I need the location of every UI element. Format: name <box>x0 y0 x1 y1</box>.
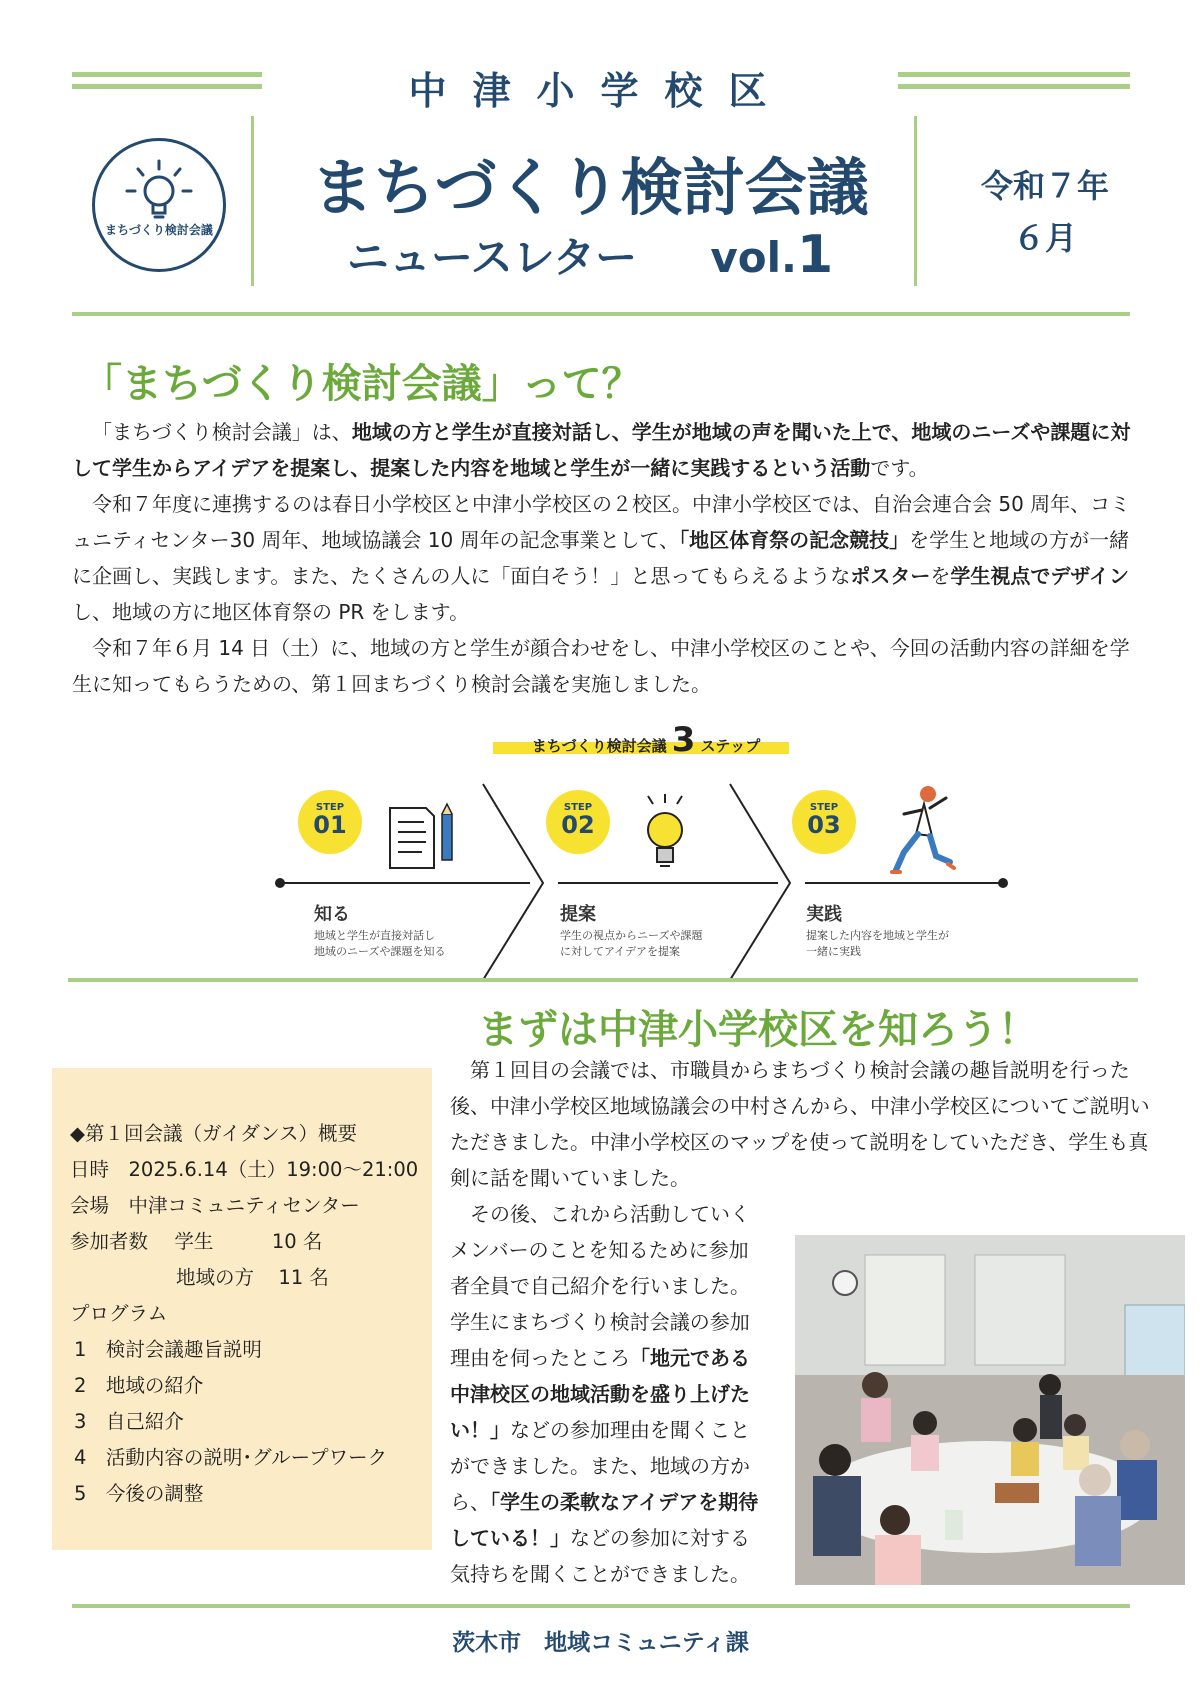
step-03-description <box>806 928 949 960</box>
steps-banner-number: 3 <box>671 720 696 760</box>
step-03-name: 実践 <box>806 904 842 925</box>
section-divider <box>68 978 1138 982</box>
program-item-2: 2 地域の紹介 <box>74 1374 204 1397</box>
program-item-4: 4 活動内容の説明･グループワーク <box>74 1446 388 1469</box>
newsletter-subtitle <box>250 225 930 285</box>
section1-paragraph1 <box>72 414 1140 486</box>
section1-p2-text-c: を学生と地域の方が一緒に企画し、実践します。また、たくさんの人に「面白そう！」と思ってもらえるような <box>72 528 1130 588</box>
step-01-desc-line1: 地域と学生が直接対話し <box>314 929 435 942</box>
issue-date <box>940 160 1150 264</box>
program-item-1: 1 検討会議趣旨説明 <box>74 1338 262 1361</box>
subtitle-label: ニュースレター <box>346 233 638 282</box>
footer-organization: 茨木市 地域コミュニティ課 <box>452 1630 749 1656</box>
step-01-badge <box>298 790 362 854</box>
section1-paragraph2 <box>72 486 1140 630</box>
running-person-icon <box>890 784 956 880</box>
students-label: 学生 <box>174 1230 214 1253</box>
section1-p2-text-g: し、地域の方に地区体育祭の PR をします。 <box>72 600 470 624</box>
section1-p2-text-a: 令和７年度に連携するのは春日小学校区と中津小学校区の２校区。中津小学校区では、自治会連合会 50 周年、コミュニティセンター30 周年、地域協議会 10 周年の記念事業として、 <box>72 492 1131 552</box>
step-01-label: STEP <box>315 802 345 813</box>
document-pencil-icon <box>386 802 458 872</box>
step-03-badge <box>792 790 856 854</box>
summary-heading: ◆第１回会議（ガイダンス）概要 <box>70 1122 358 1145</box>
summary-date: 日時 2025.6.14（土）19:00～21:00 <box>70 1158 419 1181</box>
section2-p2-text-c: などの参加理由を聞くことができました。また、地域の方から、 <box>450 1418 750 1514</box>
steps-banner-text-a: まちづくり検討会議 <box>531 737 667 755</box>
footer-rule <box>72 1604 1130 1608</box>
step-01-desc-line2: 地域のニーズや課題を知る <box>314 945 446 958</box>
step-02-badge <box>546 790 610 854</box>
step-02-desc-line2: に対してアイデアを提案 <box>560 945 681 958</box>
summary-attendees-students <box>70 1226 322 1254</box>
section1-p2-emphasis-f: 学生視点でデザイン <box>950 564 1130 588</box>
meeting-photo-illustration <box>795 1235 1185 1585</box>
step-02-number: 02 <box>561 811 595 839</box>
section2-title: まずは中津小学校区を知ろう！ <box>478 1007 1038 1053</box>
locals-count: 11 名 <box>278 1266 329 1289</box>
step-02-label: STEP <box>563 802 593 813</box>
lightbulb-icon <box>640 794 690 874</box>
program-label: プログラム <box>70 1302 168 1325</box>
step-03-desc-line2: 一緒に実践 <box>806 945 861 958</box>
steps-infographic <box>268 712 1008 980</box>
step-02-desc-line1: 学生の視点からニーズや課題 <box>560 929 703 942</box>
header-bottom-rule <box>72 312 1130 316</box>
vol-prefix: vol. <box>710 233 797 282</box>
program-item-5: 5 今後の調整 <box>74 1482 204 1505</box>
lightbulb-logo-icon <box>95 141 223 269</box>
attendees-label: 参加者数 <box>70 1230 149 1253</box>
meeting-photo <box>795 1235 1185 1585</box>
section2-paragraph2 <box>450 1196 768 1592</box>
step-02-name: 提案 <box>560 904 596 925</box>
logo <box>92 138 226 272</box>
section2-paragraph1: 第１回目の会議では、市職員からまちづくり検討会議の趣旨説明を行った後、中津小学校区地域協議会の中村さんから、中津小学校区についてご説明いただきました。中津小学校区のマップを使って説明をしていただき、学生も真剣に話を聞いていました。 <box>450 1058 1150 1190</box>
section1-p1-text-c: です。 <box>870 456 929 480</box>
issue-date-year: 令和７年 <box>980 167 1109 205</box>
locals-label: 地域の方 <box>176 1266 255 1289</box>
step-01-name: 知る <box>314 904 350 925</box>
section1-p1-text-a: 「まちづくり検討会議」は、 <box>92 420 352 444</box>
district-name: 中津小学校区 <box>408 69 793 113</box>
newsletter-title: まちづくり検討会議 <box>311 151 869 224</box>
section1-p1-emphasis: 地域の方と学生が直接対話し、学生が地域の声を聞いた上で、地域のニーズや課題に対して学生からアイデアを提案し、提案した内容を地域と学生が一緒に実践するという活動 <box>72 420 1131 480</box>
section1-p2-emphasis-d: ポスター <box>850 564 931 588</box>
logo-text: まちづくり検討会議 <box>105 223 213 237</box>
summary-venue: 会場 中津コミュニティセンター <box>70 1194 360 1217</box>
step-01-number: 01 <box>313 811 347 839</box>
meeting-summary-box <box>52 1068 432 1550</box>
section1-paragraph3: 令和７年６月 14 日（土）に、地域の方と学生が顔合わせをし、中津小学校区のことや、今回の活動内容の詳細を学生に知ってもらうための、第１回まちづくり検討会議を実施しました。 <box>72 636 1130 696</box>
step-01-description <box>314 928 445 960</box>
step-03-label: STEP <box>809 802 839 813</box>
step-03-desc-line1: 提案した内容を地域と学生が <box>806 929 949 942</box>
section1-p2-text-e: を <box>930 564 951 588</box>
summary-attendees-locals <box>176 1262 329 1290</box>
issue-date-month: ６月 <box>1012 219 1077 257</box>
steps-banner-text-b: ステップ <box>700 737 761 755</box>
step-03-number: 03 <box>807 811 841 839</box>
step-02-description <box>560 928 702 960</box>
section2-p2-emphasis-d: 「学生の柔軟なアイデアを期待している！」 <box>450 1490 759 1550</box>
section2-p2-text-a: その後、これから活動していくメンバーのことを知るために参加者全員で自己紹介を行いました。学生にまちづくり検討会議の参加理由を伺ったところ <box>450 1202 750 1370</box>
section1-title: 「まちづくり検討会議」って？ <box>82 361 642 407</box>
section2-p2-emphasis-b: 「地元である中津校区の地域活動を盛り上げたい！」 <box>450 1346 750 1442</box>
section2-p2-text-e: などの参加に対する気持ちを聞くことができました。 <box>450 1526 750 1586</box>
section1-p2-emphasis-b: 「地区体育祭の記念競技」 <box>679 528 910 552</box>
program-item-3: 3 自己紹介 <box>74 1410 184 1433</box>
vol-number: 1 <box>796 225 834 285</box>
students-count: 10 名 <box>271 1230 323 1253</box>
